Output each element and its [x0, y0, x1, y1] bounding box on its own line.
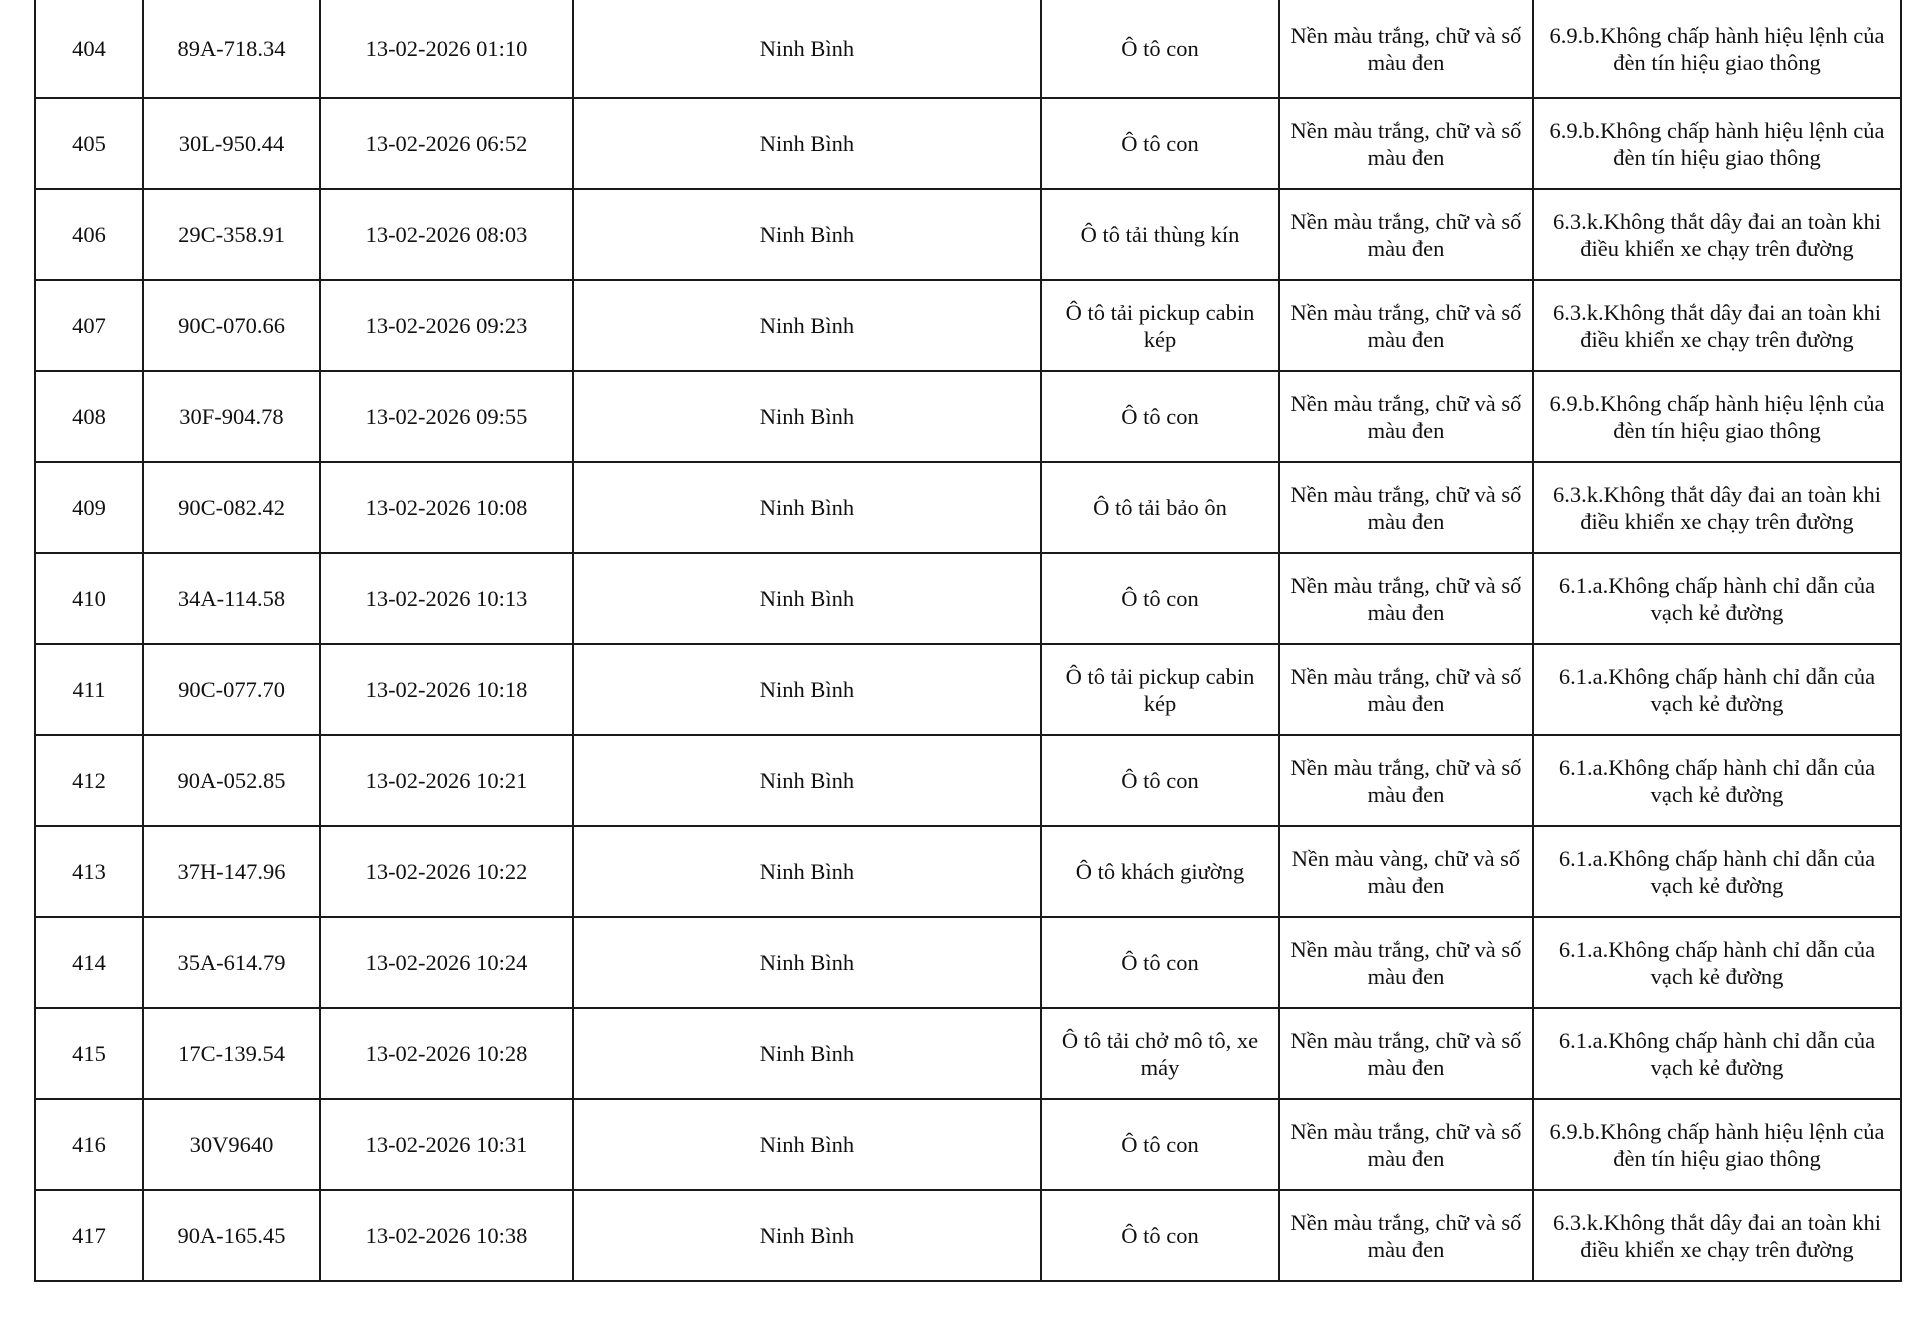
row-number-cell: 411	[35, 644, 143, 735]
license-plate-cell: 17C-139.54	[143, 1008, 320, 1099]
location-cell: Ninh Bình	[573, 917, 1041, 1008]
violation-cell: 6.3.k.Không thắt dây đai an toàn khi điều khiển xe chạy trên đường	[1533, 1190, 1901, 1281]
table-row	[35, 735, 1901, 826]
table-row	[35, 826, 1901, 917]
plate-color-cell: Nền màu trắng, chữ và số màu đen	[1279, 917, 1533, 1008]
violation-time-cell: 13-02-2026 10:18	[320, 644, 573, 735]
plate-color-cell: Nền màu trắng, chữ và số màu đen	[1279, 1008, 1533, 1099]
violation-time-cell: 13-02-2026 10:08	[320, 462, 573, 553]
table-row	[35, 1008, 1901, 1099]
violation-time-cell: 13-02-2026 01:10	[320, 0, 573, 98]
location-cell: Ninh Bình	[573, 553, 1041, 644]
plate-color-cell: Nền màu vàng, chữ và số màu đen	[1279, 826, 1533, 917]
violation-time-cell: 13-02-2026 06:52	[320, 98, 573, 189]
location-cell: Ninh Bình	[573, 98, 1041, 189]
license-plate-cell: 90C-077.70	[143, 644, 320, 735]
license-plate-cell: 30V9640	[143, 1099, 320, 1190]
table-row	[35, 1190, 1901, 1281]
plate-color-cell: Nền màu trắng, chữ và số màu đen	[1279, 280, 1533, 371]
row-number-cell: 408	[35, 371, 143, 462]
license-plate-cell: 29C-358.91	[143, 189, 320, 280]
row-number-cell: 407	[35, 280, 143, 371]
location-cell: Ninh Bình	[573, 189, 1041, 280]
violation-time-cell: 13-02-2026 10:24	[320, 917, 573, 1008]
plate-color-cell: Nền màu trắng, chữ và số màu đen	[1279, 462, 1533, 553]
violation-cell: 6.3.k.Không thắt dây đai an toàn khi điều khiển xe chạy trên đường	[1533, 189, 1901, 280]
violation-time-cell: 13-02-2026 10:28	[320, 1008, 573, 1099]
vehicle-type-cell: Ô tô con	[1041, 917, 1279, 1008]
violation-cell: 6.1.a.Không chấp hành chỉ dẫn của vạch kẻ đường	[1533, 917, 1901, 1008]
row-number-cell: 410	[35, 553, 143, 644]
row-number-cell: 405	[35, 98, 143, 189]
location-cell: Ninh Bình	[573, 0, 1041, 98]
table-row	[35, 189, 1901, 280]
table-row	[35, 0, 1901, 98]
violation-time-cell: 13-02-2026 09:23	[320, 280, 573, 371]
violation-time-cell: 13-02-2026 09:55	[320, 371, 573, 462]
vehicle-type-cell: Ô tô con	[1041, 371, 1279, 462]
license-plate-cell: 90A-052.85	[143, 735, 320, 826]
location-cell: Ninh Bình	[573, 644, 1041, 735]
location-cell: Ninh Bình	[573, 826, 1041, 917]
violation-cell: 6.1.a.Không chấp hành chỉ dẫn của vạch kẻ đường	[1533, 735, 1901, 826]
violations-table-body	[35, 0, 1901, 1281]
table-row	[35, 917, 1901, 1008]
vehicle-type-cell: Ô tô con	[1041, 0, 1279, 98]
location-cell: Ninh Bình	[573, 1190, 1041, 1281]
vehicle-type-cell: Ô tô con	[1041, 1099, 1279, 1190]
license-plate-cell: 30L-950.44	[143, 98, 320, 189]
license-plate-cell: 90C-070.66	[143, 280, 320, 371]
violation-cell: 6.9.b.Không chấp hành hiệu lệnh của đèn tín hiệu giao thông	[1533, 0, 1901, 98]
violation-cell: 6.1.a.Không chấp hành chỉ dẫn của vạch kẻ đường	[1533, 553, 1901, 644]
violation-cell: 6.9.b.Không chấp hành hiệu lệnh của đèn tín hiệu giao thông	[1533, 1099, 1901, 1190]
license-plate-cell: 35A-614.79	[143, 917, 320, 1008]
license-plate-cell: 34A-114.58	[143, 553, 320, 644]
license-plate-cell: 37H-147.96	[143, 826, 320, 917]
license-plate-cell: 90A-165.45	[143, 1190, 320, 1281]
violation-cell: 6.1.a.Không chấp hành chỉ dẫn của vạch kẻ đường	[1533, 826, 1901, 917]
table-row	[35, 462, 1901, 553]
violation-time-cell: 13-02-2026 10:38	[320, 1190, 573, 1281]
plate-color-cell: Nền màu trắng, chữ và số màu đen	[1279, 0, 1533, 98]
table-row	[35, 280, 1901, 371]
location-cell: Ninh Bình	[573, 462, 1041, 553]
vehicle-type-cell: Ô tô con	[1041, 98, 1279, 189]
vehicle-type-cell: Ô tô con	[1041, 553, 1279, 644]
table-row	[35, 371, 1901, 462]
location-cell: Ninh Bình	[573, 280, 1041, 371]
violation-time-cell: 13-02-2026 10:22	[320, 826, 573, 917]
plate-color-cell: Nền màu trắng, chữ và số màu đen	[1279, 1190, 1533, 1281]
vehicle-type-cell: Ô tô tải thùng kín	[1041, 189, 1279, 280]
table-row	[35, 1099, 1901, 1190]
vehicle-type-cell: Ô tô tải bảo ôn	[1041, 462, 1279, 553]
violation-cell: 6.1.a.Không chấp hành chỉ dẫn của vạch kẻ đường	[1533, 1008, 1901, 1099]
vehicle-type-cell: Ô tô tải pickup cabin kép	[1041, 644, 1279, 735]
row-number-cell: 404	[35, 0, 143, 98]
violations-table	[34, 0, 1902, 1282]
row-number-cell: 412	[35, 735, 143, 826]
row-number-cell: 416	[35, 1099, 143, 1190]
table-row	[35, 98, 1901, 189]
row-number-cell: 413	[35, 826, 143, 917]
violation-cell: 6.9.b.Không chấp hành hiệu lệnh của đèn tín hiệu giao thông	[1533, 371, 1901, 462]
plate-color-cell: Nền màu trắng, chữ và số màu đen	[1279, 1099, 1533, 1190]
violation-time-cell: 13-02-2026 08:03	[320, 189, 573, 280]
vehicle-type-cell: Ô tô tải chở mô tô, xe máy	[1041, 1008, 1279, 1099]
location-cell: Ninh Bình	[573, 371, 1041, 462]
violation-time-cell: 13-02-2026 10:21	[320, 735, 573, 826]
vehicle-type-cell: Ô tô khách giường	[1041, 826, 1279, 917]
license-plate-cell: 89A-718.34	[143, 0, 320, 98]
table-row	[35, 644, 1901, 735]
plate-color-cell: Nền màu trắng, chữ và số màu đen	[1279, 553, 1533, 644]
row-number-cell: 414	[35, 917, 143, 1008]
violation-cell: 6.9.b.Không chấp hành hiệu lệnh của đèn tín hiệu giao thông	[1533, 98, 1901, 189]
violation-time-cell: 13-02-2026 10:13	[320, 553, 573, 644]
plate-color-cell: Nền màu trắng, chữ và số màu đen	[1279, 644, 1533, 735]
row-number-cell: 406	[35, 189, 143, 280]
plate-color-cell: Nền màu trắng, chữ và số màu đen	[1279, 98, 1533, 189]
license-plate-cell: 90C-082.42	[143, 462, 320, 553]
row-number-cell: 417	[35, 1190, 143, 1281]
location-cell: Ninh Bình	[573, 735, 1041, 826]
location-cell: Ninh Bình	[573, 1099, 1041, 1190]
plate-color-cell: Nền màu trắng, chữ và số màu đen	[1279, 371, 1533, 462]
row-number-cell: 409	[35, 462, 143, 553]
vehicle-type-cell: Ô tô tải pickup cabin kép	[1041, 280, 1279, 371]
location-cell: Ninh Bình	[573, 1008, 1041, 1099]
row-number-cell: 415	[35, 1008, 143, 1099]
license-plate-cell: 30F-904.78	[143, 371, 320, 462]
violation-cell: 6.1.a.Không chấp hành chỉ dẫn của vạch kẻ đường	[1533, 644, 1901, 735]
vehicle-type-cell: Ô tô con	[1041, 735, 1279, 826]
table-row	[35, 553, 1901, 644]
plate-color-cell: Nền màu trắng, chữ và số màu đen	[1279, 189, 1533, 280]
plate-color-cell: Nền màu trắng, chữ và số màu đen	[1279, 735, 1533, 826]
vehicle-type-cell: Ô tô con	[1041, 1190, 1279, 1281]
violation-time-cell: 13-02-2026 10:31	[320, 1099, 573, 1190]
violation-cell: 6.3.k.Không thắt dây đai an toàn khi điều khiển xe chạy trên đường	[1533, 280, 1901, 371]
violation-cell: 6.3.k.Không thắt dây đai an toàn khi điều khiển xe chạy trên đường	[1533, 462, 1901, 553]
